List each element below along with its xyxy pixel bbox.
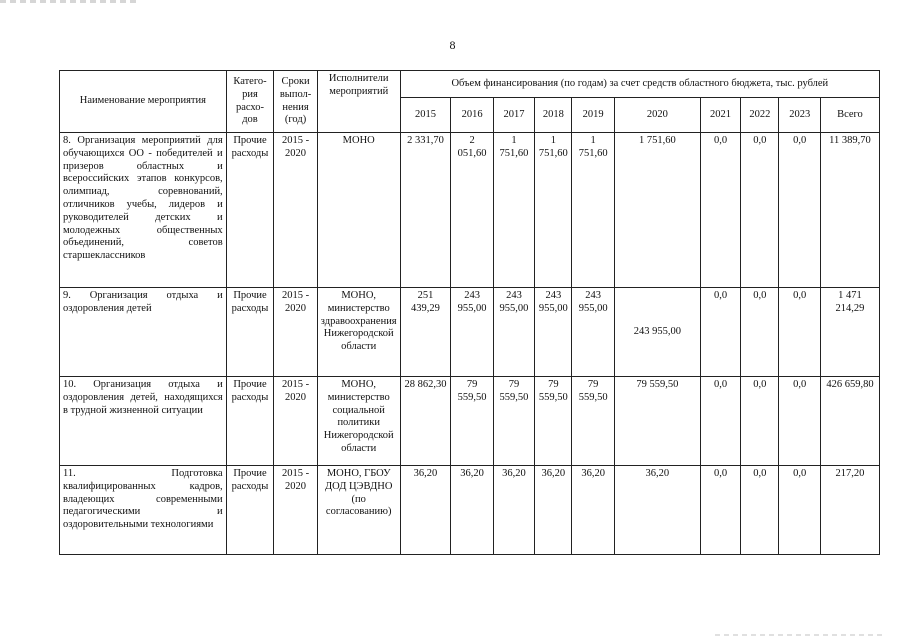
value-total: 1 471 214,29 [820,288,879,377]
executors: МОНО, министерство здравоохранения Нижегородской области [317,288,400,377]
col-header-year: 2015 [400,98,451,133]
value-total: 217,20 [820,466,879,555]
value-2016: 2 051,60 [451,133,493,288]
col-header-year: 2022 [741,98,779,133]
col-header-total: Всего [820,98,879,133]
executors: МОНО [317,133,400,288]
value-2016: 243 955,00 [451,288,493,377]
col-header-category: Катего-рия расхо-дов [226,71,274,133]
col-header-year: 2021 [700,98,740,133]
value-2018: 36,20 [535,466,572,555]
value-2017: 243 955,00 [493,288,534,377]
col-header-executors: Исполнители мероприятий [317,71,400,133]
value-2019: 79 559,50 [572,377,614,466]
col-header-year: 2016 [451,98,493,133]
table-row [60,377,880,466]
col-header-funding: Объем финансирования (по годам) за счет средств областного бюджета, тыс. рублей [400,71,879,98]
value-2020: 1 751,60 [614,133,700,288]
value-2021: 0,0 [700,133,740,288]
value-2018: 1 751,60 [535,133,572,288]
expense-category: Прочие расходы [226,466,274,555]
execution-terms: 2015 - 2020 [274,466,317,555]
executors: МОНО, ГБОУ ДОД ЦЭВДНО (по согласованию) [317,466,400,555]
header-row [60,71,880,98]
col-header-year: 2017 [493,98,534,133]
value-2023: 0,0 [779,377,820,466]
measure-name: 8. Организация мероприятий для обучающихся ОО - победителей и призеров областных и всероссийских этапов конкурсов, олимпиад, соревнований, отличников учебы, лидеров и руководителей детских и молодежных общественных объединений, советов старшеклассников [60,133,227,288]
executors: МОНО, министерство социальной политики Нижегородской области [317,377,400,466]
col-header-year: 2023 [779,98,820,133]
value-2022: 0,0 [741,377,779,466]
value-2023: 0,0 [779,288,820,377]
value-2019: 1 751,60 [572,133,614,288]
table-row [60,133,880,288]
expense-category: Прочие расходы [226,377,274,466]
table-row [60,466,880,555]
value-2022: 0,0 [741,133,779,288]
value-2017: 36,20 [493,466,534,555]
table-row [60,288,880,377]
expense-category: Прочие расходы [226,288,274,377]
value-2017: 1 751,60 [493,133,534,288]
col-header-terms: Сроки выпол-нения (год) [274,71,317,133]
col-header-year: 2018 [535,98,572,133]
col-header-year: 2020 [614,98,700,133]
value-2016: 36,20 [451,466,493,555]
value-2020: 243 955,00 [614,288,700,377]
scan-noise-bottom [715,634,885,636]
value-2020: 36,20 [614,466,700,555]
value-total: 11 389,70 [820,133,879,288]
execution-terms: 2015 - 2020 [274,377,317,466]
col-header-name: Наименование мероприятия [60,71,227,133]
measure-name: 9. Организация отдыха и оздоровления детей [60,288,227,377]
col-header-year: 2019 [572,98,614,133]
value-2017: 79 559,50 [493,377,534,466]
funding-table [59,70,880,555]
value-2021: 0,0 [700,466,740,555]
value-2015: 2 331,70 [400,133,451,288]
value-2018: 243 955,00 [535,288,572,377]
execution-terms: 2015 - 2020 [274,133,317,288]
value-2019: 243 955,00 [572,288,614,377]
value-2016: 79 559,50 [451,377,493,466]
value-2015: 36,20 [400,466,451,555]
measure-name: 11. Подготовка квалифицированных кадров, владеющих современными педагогическими и оздоровительными технологиями [60,466,227,555]
value-2018: 79 559,50 [535,377,572,466]
value-2022: 0,0 [741,288,779,377]
value-2021: 0,0 [700,377,740,466]
value-2023: 0,0 [779,133,820,288]
value-total: 426 659,80 [820,377,879,466]
value-2015: 28 862,30 [400,377,451,466]
value-2023: 0,0 [779,466,820,555]
value-2019: 36,20 [572,466,614,555]
value-2015: 251 439,29 [400,288,451,377]
scan-noise-top [0,0,140,3]
value-2020: 79 559,50 [614,377,700,466]
value-2021: 0,0 [700,288,740,377]
execution-terms: 2015 - 2020 [274,288,317,377]
expense-category: Прочие расходы [226,133,274,288]
value-2022: 0,0 [741,466,779,555]
page-number: 8 [449,38,456,52]
measure-name: 10. Организация отдыха и оздоровления детей, находящихся в трудной жизненной ситуации [60,377,227,466]
